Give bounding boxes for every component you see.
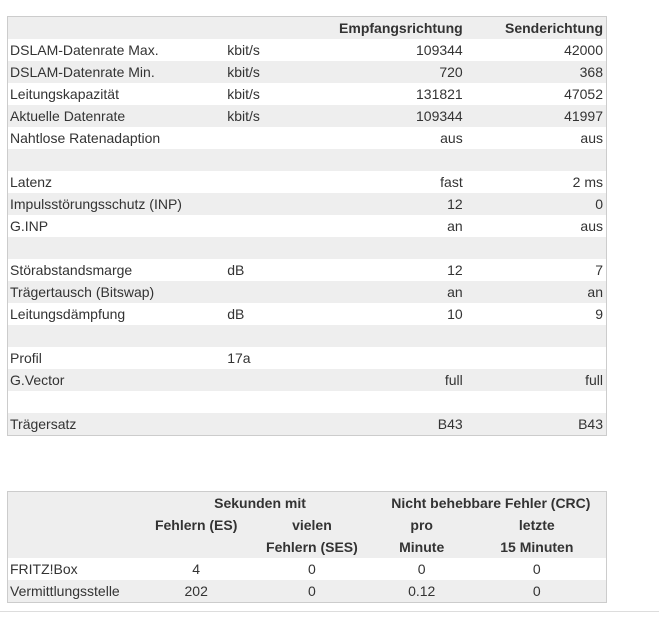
header-last15-line2: 15 Minuten <box>500 539 574 555</box>
dsl-cell-label <box>8 325 226 347</box>
dsl-cell-upstream <box>466 347 607 369</box>
dsl-cell-unit <box>225 237 315 259</box>
footer-divider <box>0 611 659 612</box>
dsl-cell-downstream: B43 <box>315 413 466 436</box>
dsl-cell-label: Aktuelle Datenrate <box>8 105 226 127</box>
dsl-table-row <box>8 149 607 171</box>
dsl-cell-downstream: 12 <box>315 193 466 215</box>
dsl-cell-downstream <box>315 149 466 171</box>
dsl-cell-upstream: 47052 <box>564 86 603 102</box>
dsl-cell-unit: kbit/s <box>227 86 260 102</box>
dsl-cell-unit <box>225 193 315 215</box>
dsl-cell-downstream: an <box>447 218 463 234</box>
dsl-cell-downstream <box>315 325 466 347</box>
dsl-cell-downstream: an <box>315 281 466 303</box>
error-subheader-empty <box>8 514 145 536</box>
dsl-cell-unit: kbit/s <box>225 61 315 83</box>
dsl-table-row <box>8 347 607 369</box>
dsl-cell-unit <box>225 391 315 413</box>
dsl-cell-downstream: aus <box>440 130 463 146</box>
dsl-cell-label <box>8 237 226 259</box>
dsl-cell-unit <box>225 171 315 193</box>
header-ses-line1: vielen <box>292 517 332 533</box>
dsl-cell-downstream: 131821 <box>416 86 463 102</box>
dsl-cell-upstream <box>466 237 607 259</box>
dsl-cell-upstream: aus <box>580 130 603 146</box>
dsl-cell-unit <box>225 281 315 303</box>
dsl-table-row <box>8 281 607 303</box>
error-table-row <box>8 558 607 580</box>
dsl-cell-upstream: 41997 <box>466 105 607 127</box>
dsl-cell-upstream: 2 ms <box>572 174 603 190</box>
dsl-cell-upstream: aus <box>580 218 603 234</box>
error-cell-last15: 0 <box>468 558 607 580</box>
dsl-cell-downstream: 720 <box>315 61 466 83</box>
error-stats-table <box>7 491 607 603</box>
dsl-cell-downstream: full <box>315 369 466 391</box>
dsl-cell-unit <box>225 369 315 391</box>
error-group-header-row <box>8 492 607 515</box>
dsl-table-row <box>8 61 607 83</box>
error-table-body <box>8 558 607 603</box>
dsl-table-row <box>8 413 607 436</box>
dsl-cell-unit: dB <box>227 306 245 322</box>
dsl-cell-upstream <box>466 391 607 413</box>
dsl-cell-label: Leitungskapazität <box>10 86 119 102</box>
dsl-cell-upstream: full <box>466 369 607 391</box>
dsl-cell-label <box>8 149 226 171</box>
dsl-cell-label: G.INP <box>10 218 49 234</box>
dsl-cell-label: Nahtlose Ratenadaption <box>10 130 161 146</box>
dsl-table-row <box>8 303 607 325</box>
error-cell-label: FRITZ!Box <box>8 558 145 580</box>
dsl-cell-downstream: 12 <box>447 262 463 278</box>
header-downstream: Empfangsrichtung <box>315 17 466 40</box>
dsl-table-row <box>8 105 607 127</box>
error-header-empty <box>8 492 145 515</box>
dsl-table-row <box>8 259 607 281</box>
dsl-cell-downstream: 10 <box>447 306 463 322</box>
dsl-table-row <box>8 325 607 347</box>
error-cell-es: 202 <box>144 580 248 603</box>
dsl-cell-upstream: 42000 <box>564 42 603 58</box>
error-cell-es: 4 <box>144 558 248 580</box>
error-subheader-row-2 <box>8 536 607 558</box>
dsl-cell-downstream: 109344 <box>315 105 466 127</box>
header-unit-col <box>225 17 315 40</box>
header-crc-group: Nicht behebbare Fehler (CRC) <box>391 495 591 511</box>
dsl-table-row <box>8 369 607 391</box>
dsl-cell-label: Latenz <box>10 174 53 190</box>
dsl-table-row <box>8 215 607 237</box>
dsl-cell-label: Profil <box>10 350 42 366</box>
header-per-minute-line1: pro <box>410 517 433 533</box>
dsl-cell-unit: kbit/s <box>227 42 260 58</box>
error-cell-ses: 0 <box>248 558 376 580</box>
dsl-cell-label: Leitungsdämpfung <box>10 306 126 322</box>
dsl-table-row <box>8 83 607 105</box>
dsl-cell-unit <box>225 127 315 149</box>
header-ses-line2: Fehlern (SES) <box>266 539 358 555</box>
dsl-info-table <box>7 16 607 436</box>
dsl-cell-unit <box>225 325 315 347</box>
dsl-table-row <box>8 193 607 215</box>
dsl-table-row <box>8 237 607 259</box>
error-cell-ses: 0 <box>248 580 376 603</box>
dsl-table-body <box>8 39 607 436</box>
error-cell-per-minute: 0 <box>376 558 468 580</box>
dsl-cell-unit <box>225 215 315 237</box>
dsl-cell-upstream: B43 <box>466 413 607 436</box>
dsl-cell-downstream <box>315 347 466 369</box>
dsl-cell-label: Impulsstörungsschutz (INP) <box>8 193 226 215</box>
dsl-cell-upstream: 7 <box>595 262 603 278</box>
dsl-cell-unit: dB <box>227 262 245 278</box>
dsl-cell-upstream: 368 <box>466 61 607 83</box>
header-upstream: Senderichtung <box>466 17 607 40</box>
dsl-cell-unit <box>225 149 315 171</box>
dsl-table-row <box>8 171 607 193</box>
dsl-cell-label: Trägersatz <box>8 413 226 436</box>
dsl-cell-label: Trägertausch (Bitswap) <box>8 281 226 303</box>
header-es: Fehlern (ES) <box>154 517 238 533</box>
dsl-cell-label: DSLAM-Datenrate Min. <box>8 61 226 83</box>
dsl-cell-label <box>8 391 226 413</box>
error-subheader-empty-3 <box>144 536 248 558</box>
error-cell-label: Vermittlungsstelle <box>8 580 145 603</box>
dsl-cell-downstream <box>315 237 466 259</box>
dsl-cell-downstream: fast <box>440 174 463 190</box>
dsl-cell-label: Störabstandsmarge <box>10 262 133 278</box>
dsl-cell-downstream: 109344 <box>416 42 463 58</box>
dsl-cell-label: DSLAM-Datenrate Max. <box>10 42 159 58</box>
header-seconds-group: Sekunden mit <box>214 495 306 511</box>
dsl-cell-upstream: an <box>466 281 607 303</box>
error-cell-per-minute: 0.12 <box>376 580 468 603</box>
dsl-cell-upstream <box>466 325 607 347</box>
header-label-col <box>8 17 226 40</box>
dsl-cell-upstream <box>466 149 607 171</box>
dsl-cell-unit: kbit/s <box>225 105 315 127</box>
dsl-cell-unit: 17a <box>227 350 251 366</box>
dsl-cell-unit <box>225 413 315 436</box>
dsl-table-row <box>8 391 607 413</box>
dsl-table-row <box>8 127 607 149</box>
dsl-cell-label: G.Vector <box>8 369 226 391</box>
error-subheader-row-1 <box>8 514 607 536</box>
error-subheader-empty-2 <box>8 536 145 558</box>
dsl-table-row <box>8 39 607 61</box>
dsl-header-row <box>8 17 607 40</box>
dsl-cell-downstream <box>315 391 466 413</box>
dsl-cell-upstream: 9 <box>595 306 603 322</box>
error-table-row <box>8 580 607 603</box>
dsl-cell-upstream: 0 <box>466 193 607 215</box>
header-last15-line1: letzte <box>518 517 555 533</box>
error-cell-last15: 0 <box>468 580 607 603</box>
header-per-minute-line2: Minute <box>399 539 445 555</box>
